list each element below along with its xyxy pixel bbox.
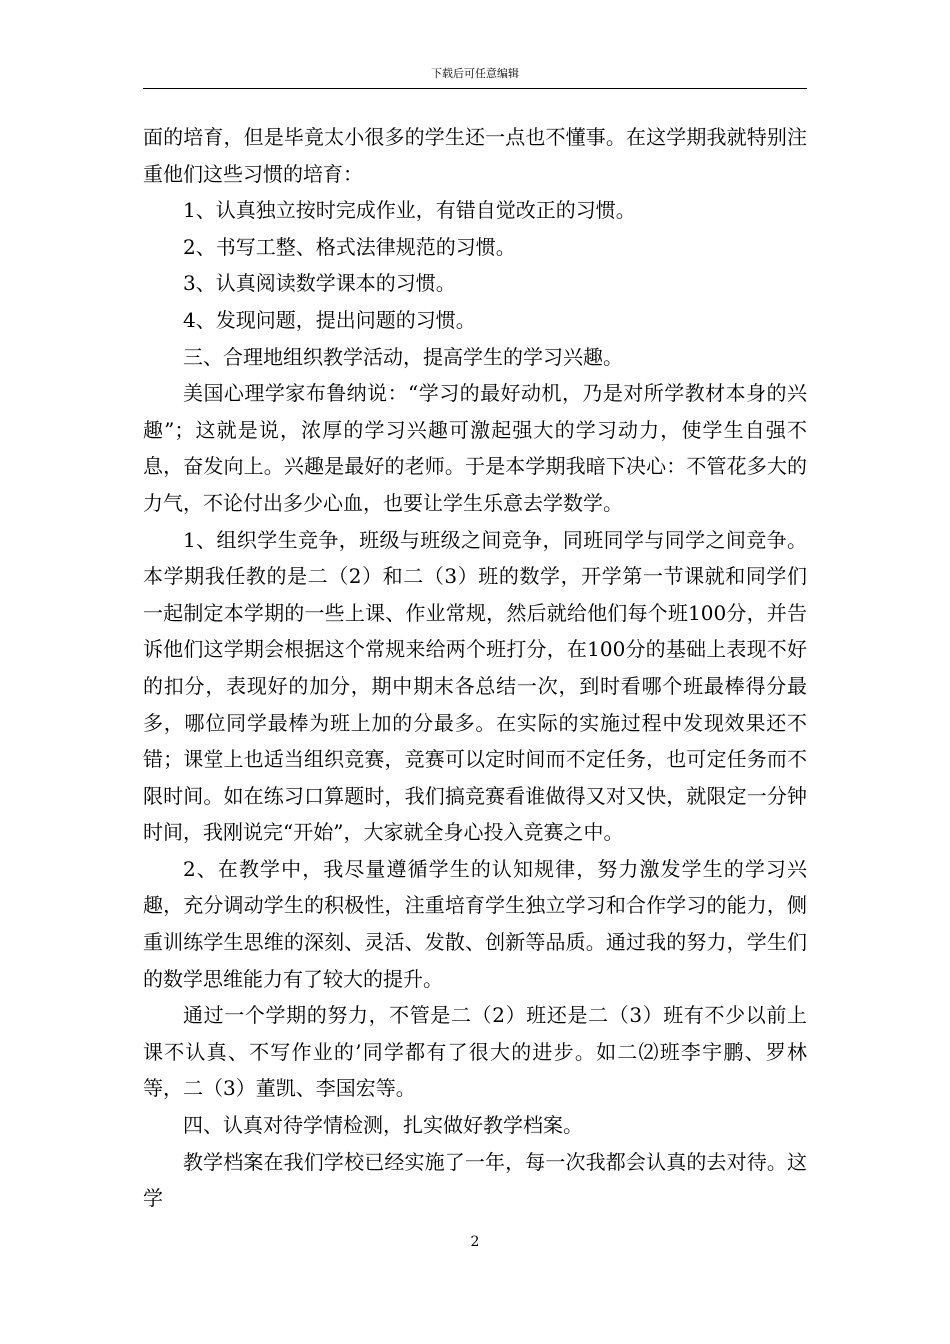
paragraph-habit-3: 3、认真阅读数学课本的习惯。 — [183, 271, 456, 296]
paragraph-habit-1: 1、认真独立按时完成作业，有错自觉改正的习惯。 — [183, 198, 636, 223]
section-heading-4: 四、认真对待学情检测，扎实做好教学档案。 — [183, 1113, 583, 1138]
paragraph-habit-4: 4、发现问题，提出问题的习惯。 — [183, 307, 476, 332]
paragraph-teaching-method: 2、在教学中，我尽量遵循学生的认知规律，努力激发学生的学习兴趣，充分调动学生的积极性，注重培育学生独立学习和合作学习的能力，侧重训练学生思维的深刻、灵活、发散、创新等品质。通过我的努力，学生们的数学思维能力有了较大的提升。 — [143, 856, 807, 991]
paragraph-habits-intro: 面的培育，但是毕竟太小很多的学生还一点也不懂事。在这学期我就特别注重他们这些习惯的培育： — [143, 125, 807, 186]
header-rule — [143, 88, 807, 89]
paragraph-bruner-quote: 美国心理学家布鲁纳说：“学习的最好动机，乃是对所学教材本身的兴趣”；这就是说，浓厚的学习兴趣可激起强大的学习动力，使学生自强不息，奋发向上。兴趣是最好的老师。于是本学期我暗下决心：不管花多大的力气，不论付出多少心血，也要让学生乐意去学数学。 — [143, 381, 807, 515]
paragraph-habit-2: 2、书写工整、格式法律规范的习惯。 — [183, 234, 516, 259]
paragraph-competition: 1、组织学生竞争，班级与班级之间竞争，同班同学与同学之间竞争。本学期我任教的是二（2）和二（3）班的数学，开学第一节课就和同学们一起制定本学期的一些上课、作业常规，然后就给他们每个班100分，并告诉他们这学期会根据这个常规来给两个班打分，在100分的基础上表现不好的扣分，表现好的加分，期中期末各总结一次，到时看哪个班最棒得分最多，哪位同学最棒为班上加的分最多。在实际的实施过程中发现效果还不错；课堂上也适当组织竞赛，竞赛可以定时间而不定任务，也可定任务而不限时间。如在练习口算题时，我们搞竞赛看谁做得又对又快，就限定一分钟时间，我刚说完“开始”，大家就全身心投入竞赛之中。 — [143, 527, 807, 845]
page-header-note: 下载后可任意编辑 — [431, 67, 519, 80]
paragraph-teaching-archive: 教学档案在我们学校已经实施了一年，每一次我都会认真的去对待。这学 — [143, 1149, 807, 1211]
section-heading-3: 三、合理地组织教学活动，提高学生的学习兴趣。 — [183, 344, 623, 369]
document-body — [143, 119, 807, 1217]
paragraph-progress: 通过一个学期的努力，不管是二（2）班还是二（3）班有不少以前上课不认真、不写作业的’同学都有了很大的进步。如二⑵班李宇鹏、罗林等，二（3）董凯、李国宏等。 — [143, 1003, 807, 1101]
page-number: 2 — [470, 1234, 480, 1250]
